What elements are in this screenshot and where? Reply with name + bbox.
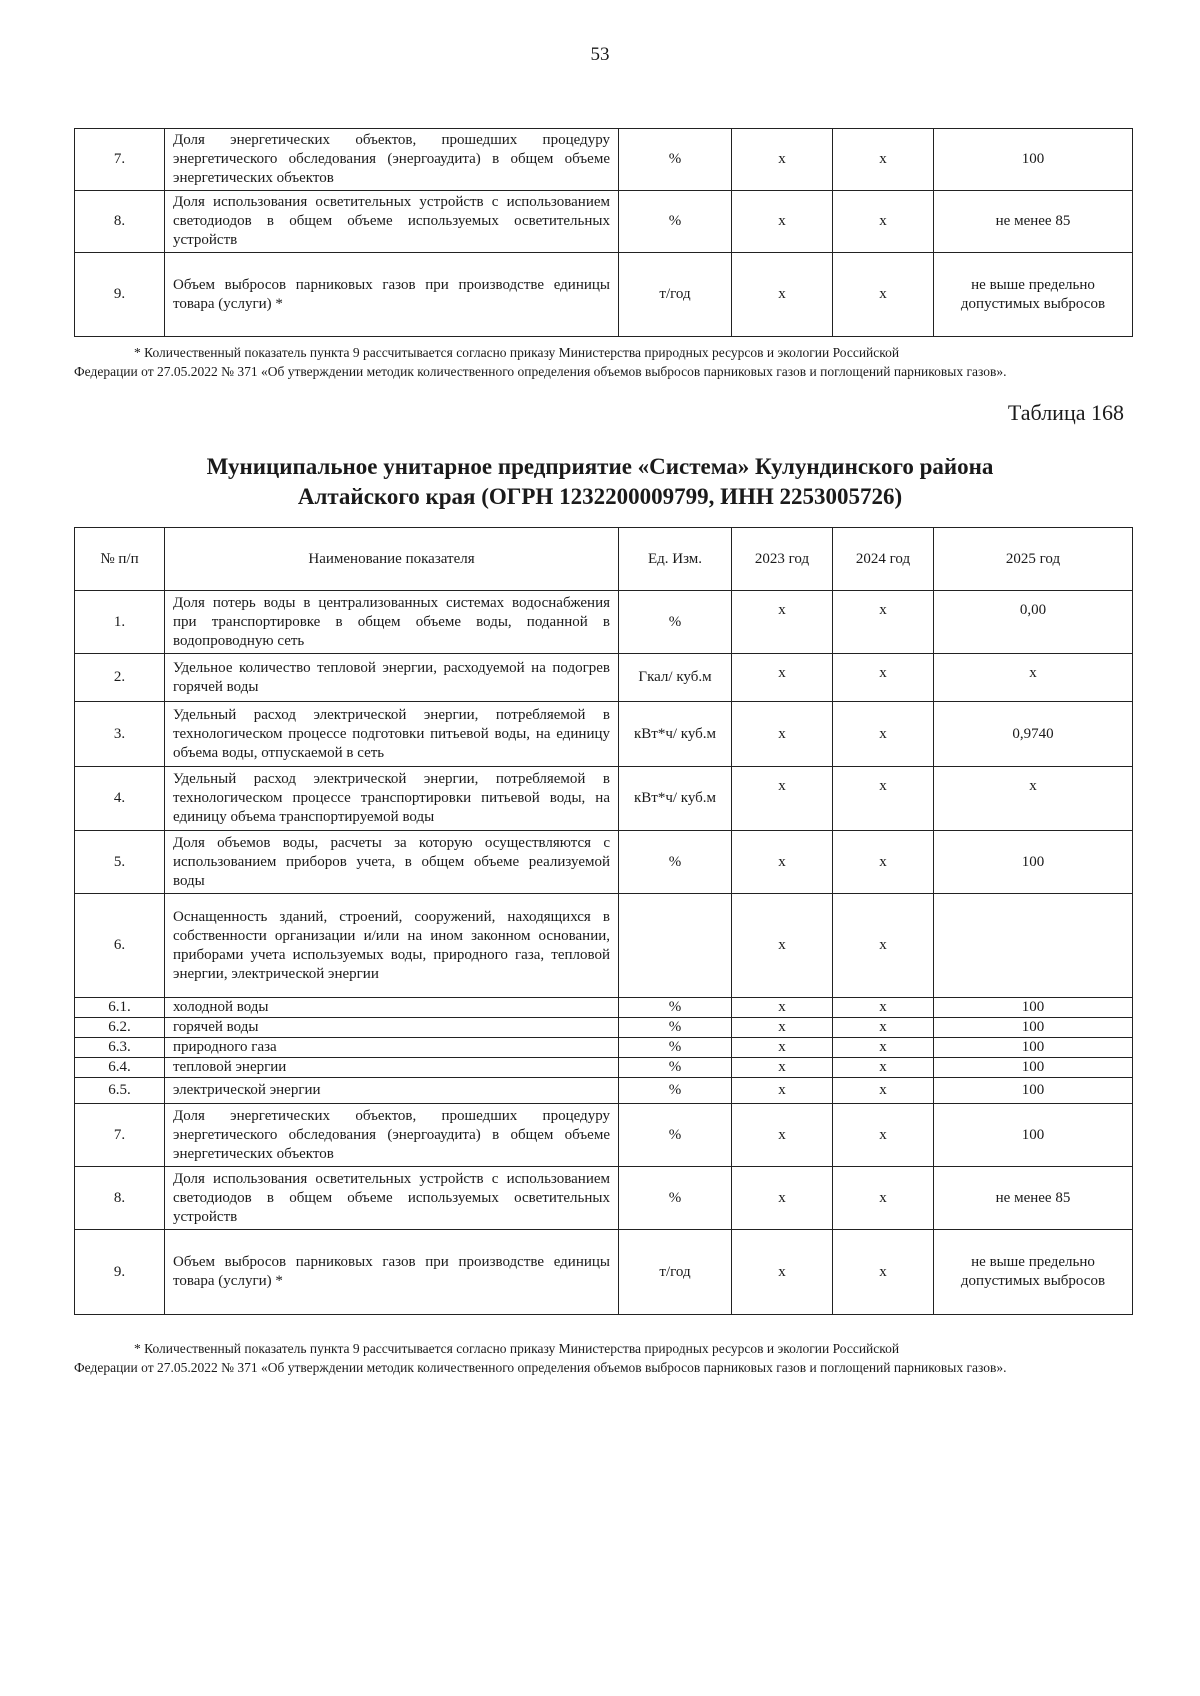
row-number: 8. [75, 191, 165, 253]
row-number: 8. [75, 1167, 165, 1230]
title-line: Алтайского края (ОГРН 1232200009799, ИНН 2253005726) [297, 484, 903, 509]
organization-title [0, 452, 1200, 512]
row-number: 6.5. [75, 1078, 165, 1104]
unit-cell: % [619, 1078, 732, 1104]
value-2024: х [833, 654, 934, 702]
value-2024: х [833, 1038, 934, 1058]
table-row [75, 702, 1133, 767]
indicator-name: тепловой энергии [165, 1058, 619, 1078]
unit-cell: % [619, 129, 732, 191]
unit-cell [619, 894, 732, 998]
value-2023: х [732, 894, 833, 998]
page-number: 53 [590, 44, 610, 65]
indicator-name: Удельный расход электрической энергии, потребляемой в технологическом процессе подготовки питьевой воды, на единицу объема воды, отпускаемой в сеть [165, 702, 619, 767]
value-2024: х [833, 894, 934, 998]
value-2025: 100 [934, 1058, 1133, 1078]
row-number: 7. [75, 129, 165, 191]
value-2024: х [833, 191, 934, 253]
value-2023: х [732, 767, 833, 831]
footnote-line: Федерации от 27.05.2022 № 371 «Об утверждении методик количественного определения объемов выбросов парниковых газов и поглощений парниковых газов». [74, 1360, 1007, 1375]
header-unit: Ед. Изм. [619, 528, 732, 591]
table-row [75, 253, 1133, 337]
table-row [75, 998, 1133, 1018]
value-2025: 100 [934, 831, 1133, 894]
indicator-name: Удельное количество тепловой энергии, расходуемой на подогрев горячей воды [165, 654, 619, 702]
value-2024: х [833, 129, 934, 191]
value-2023: х [732, 1078, 833, 1104]
row-number: 4. [75, 767, 165, 831]
table-row [75, 1038, 1133, 1058]
footnote [74, 343, 1132, 381]
value-2024: х [833, 1167, 934, 1230]
value-2025: 100 [934, 1104, 1133, 1167]
value-2025: 100 [934, 129, 1133, 191]
value-2024: х [833, 998, 934, 1018]
value-2023: х [732, 1058, 833, 1078]
table-row [75, 894, 1133, 998]
unit-cell: кВт*ч/ куб.м [619, 702, 732, 767]
row-number: 6.2. [75, 1018, 165, 1038]
unit-cell: % [619, 1038, 732, 1058]
value-2023: х [732, 831, 833, 894]
row-number: 1. [75, 591, 165, 654]
unit-cell: % [619, 1167, 732, 1230]
value-2025: 100 [934, 998, 1133, 1018]
value-2024: х [833, 1058, 934, 1078]
value-2025: не менее 85 [934, 191, 1133, 253]
row-number: 2. [75, 654, 165, 702]
value-2025: х [934, 654, 1133, 702]
value-2024: х [833, 702, 934, 767]
value-2025: 100 [934, 1038, 1133, 1058]
value-2023: х [732, 998, 833, 1018]
unit-cell: % [619, 1058, 732, 1078]
indicator-name: электрической энергии [165, 1078, 619, 1104]
table-header-row [75, 528, 1133, 591]
value-2023: х [732, 253, 833, 337]
value-2024: х [833, 767, 934, 831]
value-2024: х [833, 831, 934, 894]
table-row [75, 1018, 1133, 1038]
value-2023: х [732, 1104, 833, 1167]
value-2023: х [732, 702, 833, 767]
value-2025: 100 [934, 1018, 1133, 1038]
table-row [75, 654, 1133, 702]
footnote-line: * Количественный показатель пункта 9 рассчитывается согласно приказу Министерства природных ресурсов и экологии Российской [134, 1341, 900, 1356]
table-row [75, 129, 1133, 191]
table-row [75, 1078, 1133, 1104]
header-name: Наименование показателя [165, 528, 619, 591]
unit-cell: кВт*ч/ куб.м [619, 767, 732, 831]
row-number: 6. [75, 894, 165, 998]
table-row [75, 1104, 1133, 1167]
row-number: 9. [75, 253, 165, 337]
table-row [75, 1058, 1133, 1078]
value-2023: х [732, 1230, 833, 1315]
header-num: № п/п [75, 528, 165, 591]
value-2024: х [833, 1104, 934, 1167]
table-row [75, 831, 1133, 894]
indicator-name: природного газа [165, 1038, 619, 1058]
value-2024: х [833, 1078, 934, 1104]
indicator-name: холодной воды [165, 998, 619, 1018]
header-2025: 2025 год [934, 528, 1133, 591]
indicator-name: Доля энергетических объектов, прошедших процедуру энергетического обследования (энергоаудита) в общем объеме энергетических объектов [165, 1104, 619, 1167]
footnote [74, 1339, 1132, 1377]
footnote-line: Федерации от 27.05.2022 № 371 «Об утверждении методик количественного определения объемов выбросов парниковых газов и поглощений парниковых газов». [74, 364, 1007, 379]
unit-cell: % [619, 191, 732, 253]
value-2025: 0,00 [934, 591, 1133, 654]
value-2023: х [732, 654, 833, 702]
value-2023: х [732, 191, 833, 253]
row-number: 6.1. [75, 998, 165, 1018]
row-number: 9. [75, 1230, 165, 1315]
row-number: 5. [75, 831, 165, 894]
row-number: 6.3. [75, 1038, 165, 1058]
table-row [75, 191, 1133, 253]
value-2024: х [833, 1018, 934, 1038]
value-2025: 0,9740 [934, 702, 1133, 767]
unit-cell: % [619, 1104, 732, 1167]
value-2023: х [732, 1018, 833, 1038]
value-2024: х [833, 253, 934, 337]
value-2025 [934, 894, 1133, 998]
header-2024: 2024 год [833, 528, 934, 591]
indicator-name: Доля энергетических объектов, прошедших процедуру энергетического обследования (энергоаудита) в общем объеме энергетических объектов [165, 129, 619, 191]
value-2024: х [833, 1230, 934, 1315]
value-2025: х [934, 767, 1133, 831]
value-2025: не выше предельно допустимых выбросов [934, 253, 1133, 337]
row-number: 7. [75, 1104, 165, 1167]
value-2025: не выше предельно допустимых выбросов [934, 1230, 1133, 1315]
indicator-name: Удельный расход электрической энергии, потребляемой в технологическом процессе транспортировки питьевой воды, на единицу объема транспортируемой воды [165, 767, 619, 831]
value-2025: 100 [934, 1078, 1133, 1104]
footnote-line: * Количественный показатель пункта 9 рассчитывается согласно приказу Министерства природных ресурсов и экологии Российской [134, 345, 900, 360]
indicator-name: Доля потерь воды в централизованных системах водоснабжения при транспортировке в общем объеме воды, поданной в водопроводную сеть [165, 591, 619, 654]
value-2023: х [732, 1038, 833, 1058]
unit-cell: Гкал/ куб.м [619, 654, 732, 702]
header-2023: 2023 год [732, 528, 833, 591]
indicator-name: Доля использования осветительных устройств с использованием светодиодов в общем объеме используемых осветительных устройств [165, 191, 619, 253]
value-2023: х [732, 129, 833, 191]
value-2023: х [732, 1167, 833, 1230]
row-number: 6.4. [75, 1058, 165, 1078]
indicator-name: горячей воды [165, 1018, 619, 1038]
indicator-name: Объем выбросов парниковых газов при производстве единицы товара (услуги) * [165, 1230, 619, 1315]
unit-cell: т/год [619, 1230, 732, 1315]
unit-cell: % [619, 998, 732, 1018]
unit-cell: т/год [619, 253, 732, 337]
table-row [75, 1167, 1133, 1230]
row-number: 3. [75, 702, 165, 767]
indicator-name: Объем выбросов парниковых газов при производстве единицы товара (услуги) * [165, 253, 619, 337]
continued-indicators-table [74, 128, 1133, 337]
table-label: Таблица 168 [1007, 400, 1124, 425]
unit-cell: % [619, 1018, 732, 1038]
value-2023: х [732, 591, 833, 654]
unit-cell: % [619, 591, 732, 654]
indicators-table [74, 527, 1133, 1315]
unit-cell: % [619, 831, 732, 894]
table-row [75, 591, 1133, 654]
indicator-name: Доля объемов воды, расчеты за которую осуществляются с использованием приборов учета, в общем объеме реализуемой воды [165, 831, 619, 894]
table-row [75, 767, 1133, 831]
table-row [75, 1230, 1133, 1315]
indicator-name: Оснащенность зданий, строений, сооружений, находящихся в собственности организации и/или на ином законном основании, приборами учета используемых воды, природного газа, тепловой энергии, электрической энергии [165, 894, 619, 998]
value-2024: х [833, 591, 934, 654]
indicator-name: Доля использования осветительных устройств с использованием светодиодов в общем объеме используемых осветительных устройств [165, 1167, 619, 1230]
value-2025: не менее 85 [934, 1167, 1133, 1230]
title-line: Муниципальное унитарное предприятие «Система» Кулундинского района [206, 454, 994, 479]
